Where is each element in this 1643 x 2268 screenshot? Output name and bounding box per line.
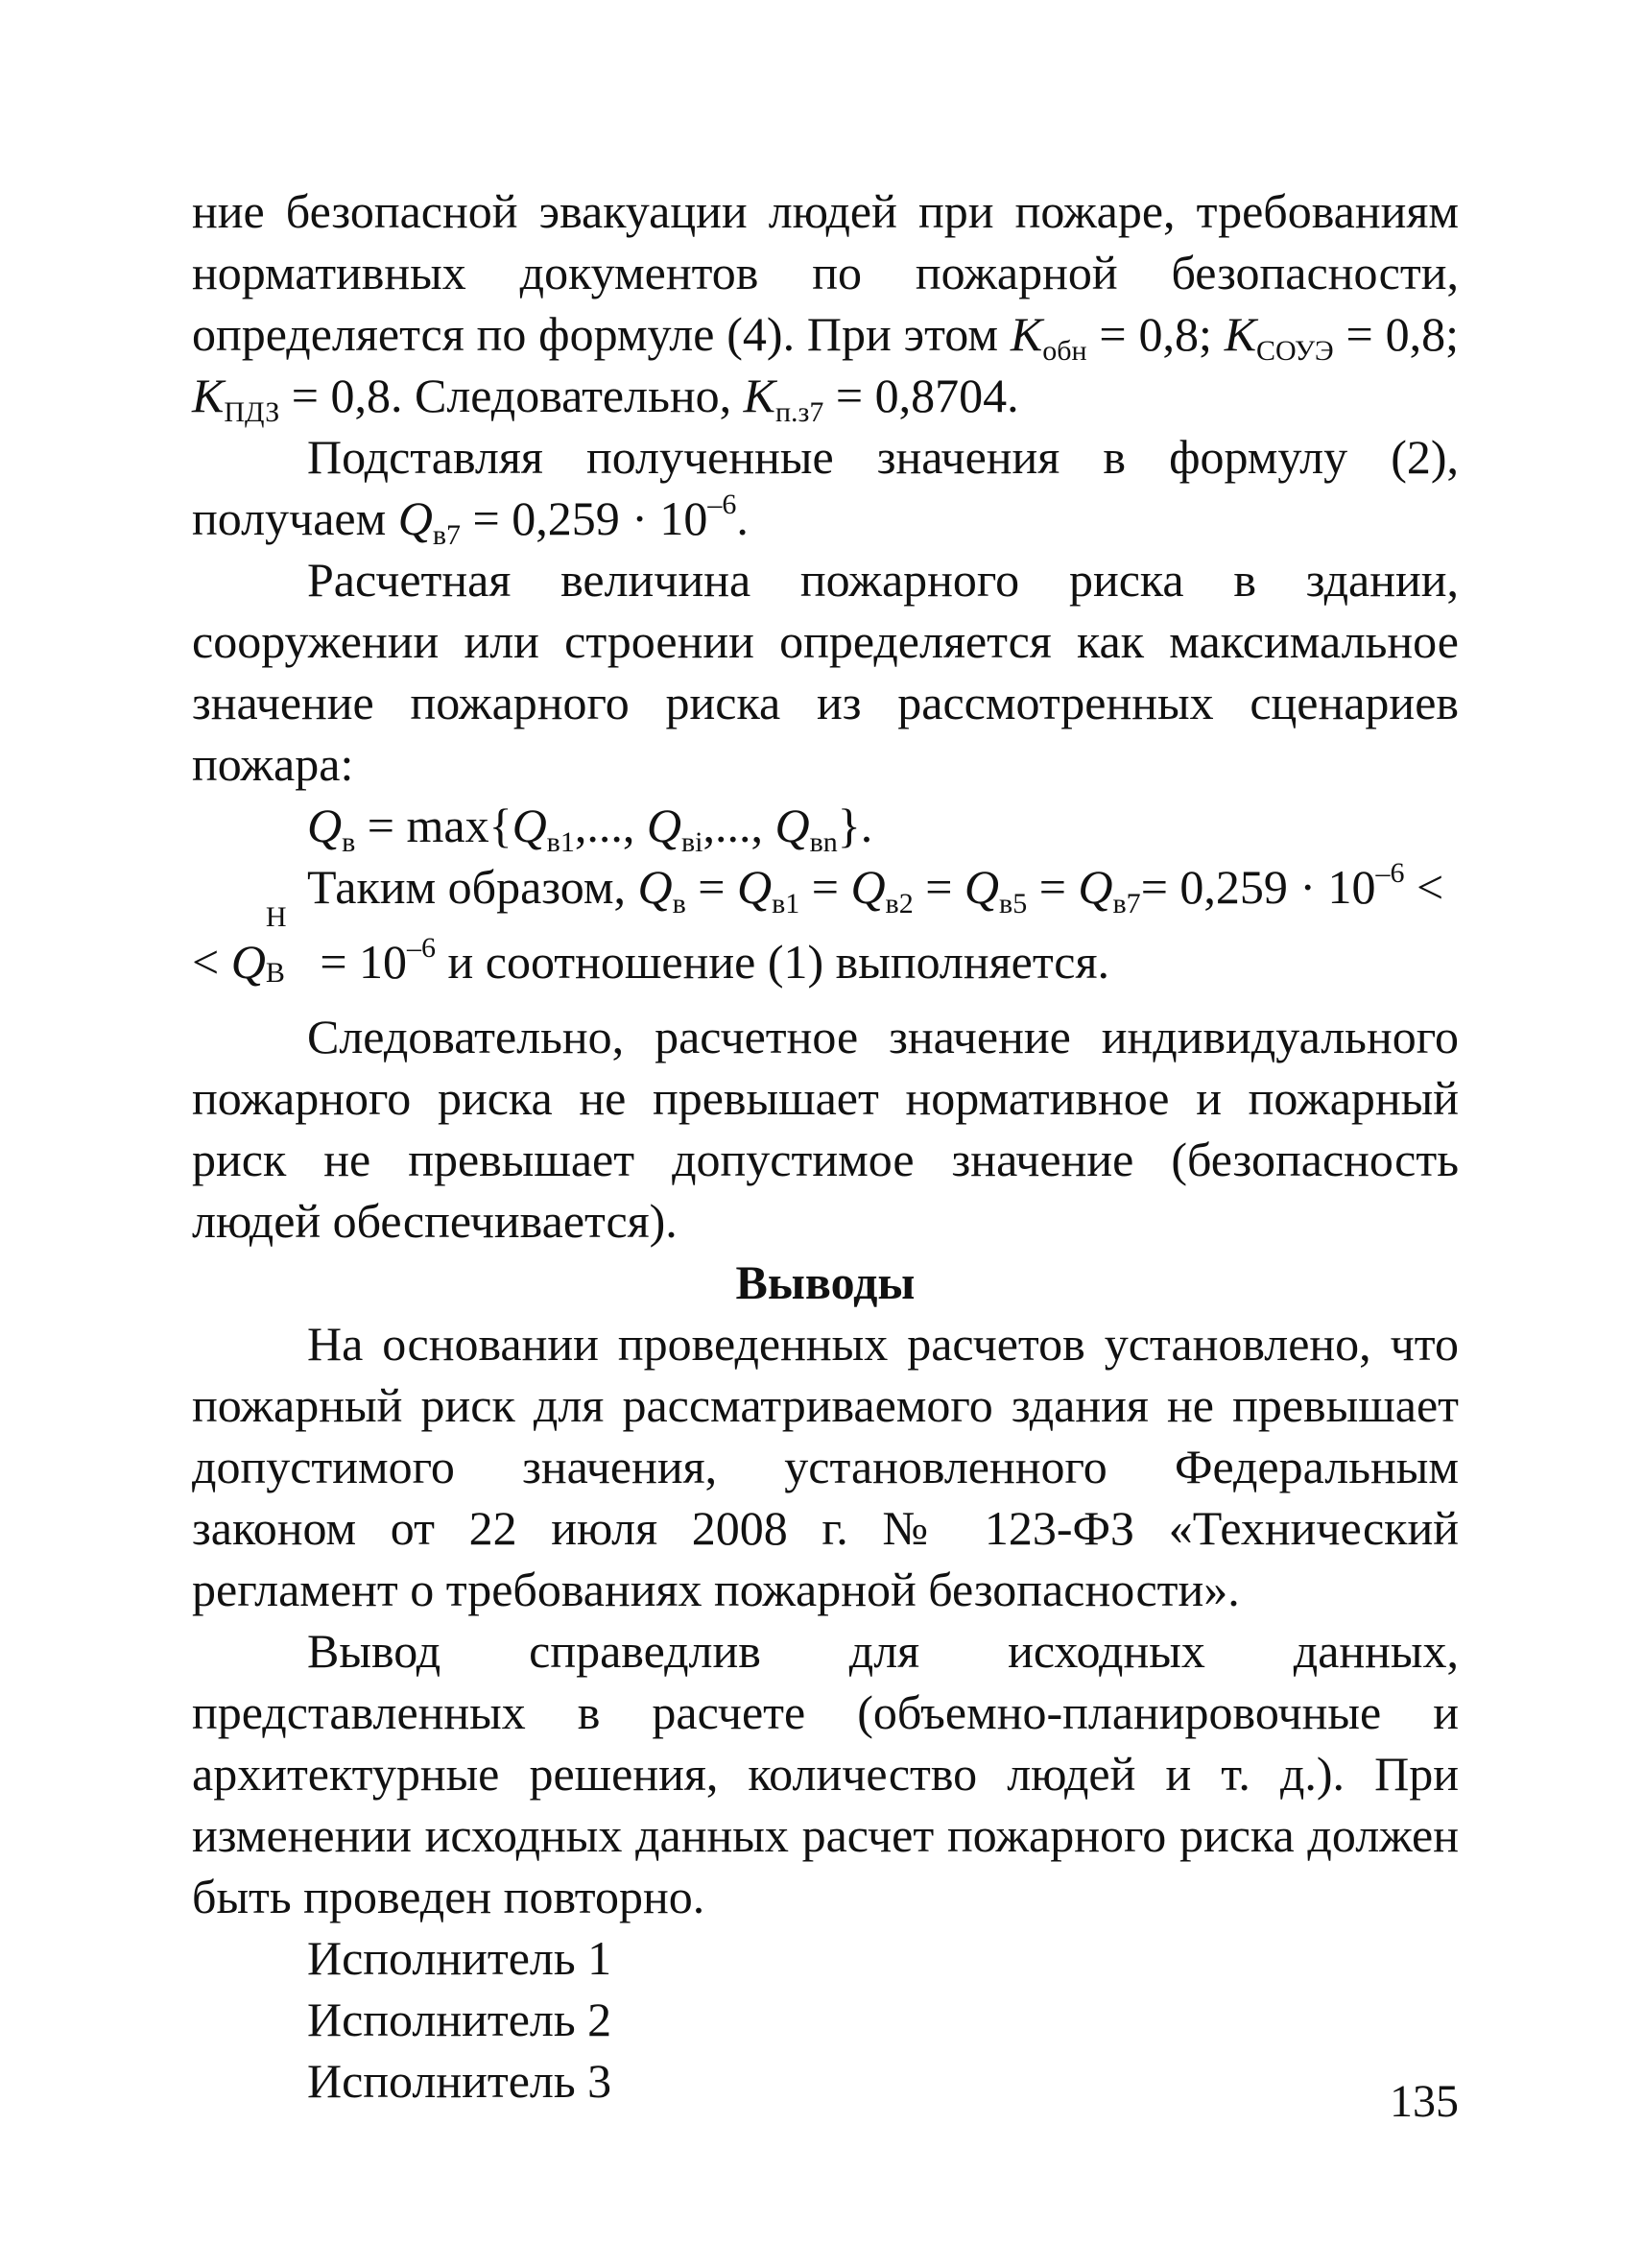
formula-q1-subscript: в1 bbox=[546, 826, 575, 858]
k-soue-subscript: СОУЭ bbox=[1256, 335, 1334, 367]
formula-q7-subscript: в7 bbox=[1112, 888, 1141, 919]
formula-lt: < bbox=[1404, 860, 1444, 914]
formula-exponent: –6 bbox=[1375, 857, 1405, 889]
formula-eq: = 10 bbox=[307, 935, 408, 989]
k-pdz-value: = 0,8. Следовательно, bbox=[279, 369, 744, 422]
k-obn-value: = 0,8; bbox=[1086, 307, 1225, 361]
paragraph-consequently: Следовательно, расчетное значение индивидуального пожарного риска не превышает нормативное и пожарный риск не превышает допустимое значение (безопасность людей обеспечивается). bbox=[192, 1010, 1459, 1248]
k-p37-value: = 0,8704. bbox=[823, 369, 1019, 422]
k-soue-symbol: K bbox=[1224, 307, 1257, 361]
formula-q5-subscript: в5 bbox=[999, 888, 1028, 919]
signature-line-1: Исполнитель 1 bbox=[307, 1931, 612, 1985]
formula-q: Q bbox=[637, 860, 673, 914]
formula-sep: ,..., bbox=[574, 799, 647, 852]
k-soue-value: = 0,8; bbox=[1333, 307, 1459, 361]
q-end: . bbox=[736, 491, 749, 545]
formula-sep: ,..., bbox=[702, 799, 775, 852]
paragraph-k-coefficients bbox=[192, 180, 1459, 426]
k-pdz-subscript: ПДЗ bbox=[224, 396, 280, 428]
q-value: = 0,259 · 10 bbox=[461, 491, 708, 545]
paragraph-text: Подставляя полученные значения в формулу (2), получаем bbox=[192, 430, 1459, 545]
page-number: 135 bbox=[1390, 2076, 1459, 2127]
k-obn-subscript: обн bbox=[1042, 335, 1087, 367]
formula-q: Q bbox=[307, 799, 343, 852]
formula-eq: = bbox=[913, 860, 964, 914]
k-p37-subscript: п.з7 bbox=[775, 396, 824, 428]
formula-q-norm-subscript: В bbox=[265, 957, 285, 989]
paragraph-risk-definition: Расчетная величина пожарного риска в здании, сооружении или строении определяется как максимальное значение пожарного риска из рассмотренных сценариев пожара: bbox=[192, 553, 1459, 791]
page-body bbox=[192, 180, 1459, 2112]
formula-q7: Q bbox=[1078, 860, 1113, 914]
formula-qn-subscript: вn bbox=[809, 826, 838, 858]
formula-exponent: –6 bbox=[407, 932, 437, 964]
paragraph-validity: Вывод справедлив для исходных данных, представленных в расчете (объемно-планировочные и архитектурные решения, количество людей и т. д.). При изменении исходных данных расчет пожарного риска должен быть проведен повторно. bbox=[192, 1624, 1459, 1923]
formula-q-subscript: в bbox=[342, 826, 356, 858]
k-obn-symbol: K bbox=[1010, 307, 1043, 361]
q-symbol: Q bbox=[397, 491, 433, 545]
formula-q-norm-superscript: Н bbox=[265, 901, 287, 933]
formula-qn: Q bbox=[774, 799, 810, 852]
formula-max bbox=[192, 795, 1459, 856]
formula-value: = 0,259 · 10 bbox=[1140, 860, 1376, 914]
formula-q1: Q bbox=[736, 860, 773, 914]
formula-q5: Q bbox=[964, 860, 1000, 914]
formula-q-subscript: в bbox=[672, 888, 686, 919]
formula-q2: Q bbox=[850, 860, 886, 914]
formula-thus bbox=[192, 856, 1459, 918]
formula-q-norm: Q bbox=[230, 935, 266, 989]
formula-eq: = max{ bbox=[355, 799, 512, 852]
paragraph-text: ние безопасной эвакуации людей при пожаре, требованиям нормативных документов по пожарной безопасности, определяется по формуле (4). При этом bbox=[192, 184, 1459, 361]
formula-lead: Таким образом, bbox=[307, 860, 638, 914]
formula-eq: = bbox=[1027, 860, 1079, 914]
k-pdz-symbol: K bbox=[192, 369, 225, 422]
conclusions-heading: Выводы bbox=[735, 1255, 916, 1309]
formula-qi-subscript: вi bbox=[680, 826, 703, 858]
formula-eq: = bbox=[799, 860, 851, 914]
paragraph-substitution bbox=[192, 426, 1459, 549]
formula-qi: Q bbox=[646, 799, 681, 852]
signature-line-3: Исполнитель 3 bbox=[307, 2054, 612, 2108]
formula-q1: Q bbox=[512, 799, 547, 852]
formula-end: }. bbox=[837, 799, 873, 852]
formula-tail: и соотношение (1) выполняется. bbox=[436, 935, 1109, 989]
formula-q-norm-indices bbox=[265, 901, 308, 989]
formula-eq: = bbox=[685, 860, 737, 914]
formula-lt: < bbox=[192, 935, 231, 989]
paragraph-conclusion: На основании проведенных расчетов установлено, что пожарный риск для рассматриваемого здания не превышает допустимого значения, установленного Федеральным законом от 22 июля 2008 г. № 123-ФЗ «Технический регламент о требованиях пожарной безопасности». bbox=[192, 1317, 1459, 1616]
q-exponent: –6 bbox=[707, 489, 737, 520]
k-p37-symbol: K bbox=[743, 369, 775, 422]
formula-q1-subscript: в1 bbox=[772, 888, 800, 919]
signature-line-2: Исполнитель 2 bbox=[307, 1993, 612, 2046]
formula-q2-subscript: в2 bbox=[885, 888, 914, 919]
q-subscript: в7 bbox=[432, 519, 462, 551]
